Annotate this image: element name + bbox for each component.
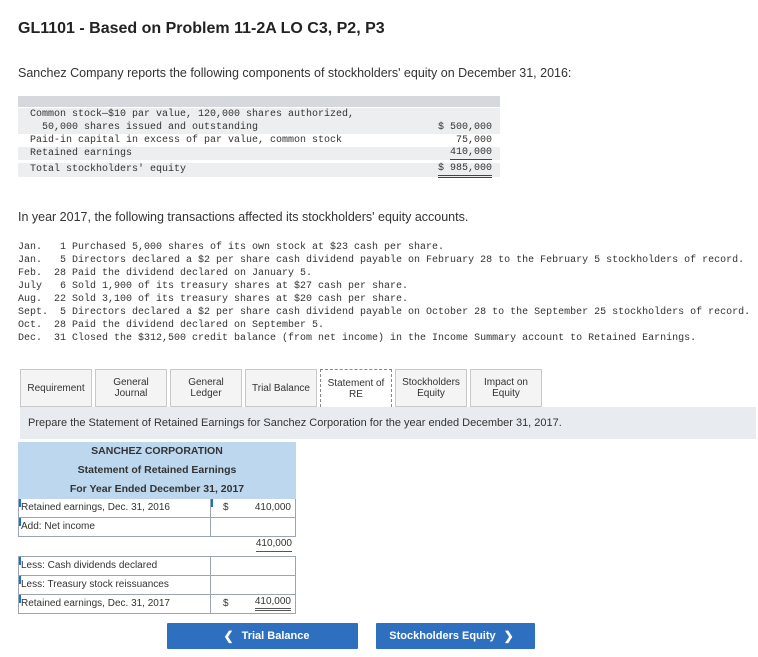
less-dividends-value-input[interactable]	[211, 557, 296, 576]
transaction-row: Feb. 28 Paid the dividend declared on January 5.	[18, 268, 313, 279]
statement-row-less-treasury	[18, 576, 296, 595]
statement-row-subtotal	[18, 537, 296, 556]
less-treasury-value-input[interactable]	[211, 576, 296, 595]
equity-total-row: Total stockholders' equity $ 985,000	[18, 163, 500, 177]
tab-stockholders-equity[interactable]: Stockholders Equity	[395, 369, 467, 407]
beginning-label-input[interactable]: Retained earnings, Dec. 31, 2016	[18, 499, 211, 518]
tab-bar	[20, 369, 545, 407]
prev-trial-balance-button[interactable]: ❮ Trial Balance	[167, 623, 358, 649]
transaction-row: Oct. 28 Paid the dividend declared on September 5.	[18, 320, 325, 331]
equity-table-header	[18, 96, 500, 107]
statement-row-ending	[18, 595, 296, 614]
statement-period: For Year Ended December 31, 2017	[18, 480, 296, 499]
transaction-row: Dec. 31 Closed the $312,500 credit balance (from net income) in the Income Summary account to Retained Earnings.	[18, 333, 697, 344]
statement-row-net-income	[18, 518, 296, 537]
subtotal-value: 410,000	[211, 537, 296, 556]
instruction-text: Prepare the Statement of Retained Earnings for Sanchez Corporation for the year ended December 31, 2017.	[28, 417, 562, 429]
instruction-panel	[20, 407, 756, 439]
equity-row: Retained earnings 410,000	[18, 147, 500, 160]
next-stockholders-equity-button[interactable]: Stockholders Equity ❯	[376, 623, 535, 649]
transaction-row: Jan. 1 Purchased 5,000 shares of its own stock at $23 cash per share.	[18, 242, 445, 253]
year-intro-text: In year 2017, the following transactions affected its stockholders' equity accounts.	[18, 210, 469, 224]
transaction-row: July 6 Sold 1,900 of its treasury shares at $27 cash per share.	[18, 281, 409, 292]
equity-table	[18, 108, 500, 177]
less-treasury-input[interactable]: Less: Treasury stock reissuances	[18, 576, 211, 595]
ending-label-input[interactable]: Retained earnings, Dec. 31, 2017	[18, 595, 211, 614]
add-net-income-input[interactable]: Add: Net income	[18, 518, 211, 537]
statement-of-retained-earnings	[18, 442, 296, 614]
less-dividends-input[interactable]: Less: Cash dividends declared	[18, 557, 211, 576]
ending-value: $ 410,000	[211, 595, 296, 614]
equity-row: 50,000 shares issued and outstanding $ 500,000	[18, 121, 500, 134]
tab-impact-on-equity[interactable]: Impact on Equity	[470, 369, 542, 407]
equity-row: Common stock—$10 par value, 120,000 shares authorized,	[18, 108, 500, 121]
tab-general-ledger[interactable]: General Ledger	[170, 369, 242, 407]
subtotal-label	[18, 537, 211, 556]
statement-row-beginning	[18, 499, 296, 518]
transaction-row: Aug. 22 Sold 3,100 of its treasury shares at $20 cash per share.	[18, 294, 409, 305]
tab-general-journal[interactable]: General Journal	[95, 369, 167, 407]
transaction-row: Sept. 5 Directors declared a $2 per share cash dividend payable on October 28 to the September 25 stockholders of record.	[18, 307, 751, 318]
statement-name: Statement of Retained Earnings	[18, 461, 296, 480]
equity-row: Paid-in capital in excess of par value, common stock 75,000	[30, 135, 492, 146]
chevron-right-icon: ❯	[503, 629, 514, 643]
page-title: GL1101 - Based on Problem 11-2A LO C3, P2, P3	[18, 20, 385, 37]
transactions-list	[18, 241, 750, 345]
statement-company: SANCHEZ CORPORATION	[18, 442, 296, 461]
tab-statement-of-re[interactable]: Statement of RE	[320, 369, 392, 407]
beginning-value-input[interactable]: $ 410,000	[211, 499, 296, 518]
chevron-left-icon: ❮	[223, 629, 234, 643]
net-income-value-input[interactable]	[211, 518, 296, 537]
tab-trial-balance[interactable]: Trial Balance	[245, 369, 317, 407]
transaction-row: Jan. 5 Directors declared a $2 per share cash dividend payable on February 28 to the February 5 stockholders of record.	[18, 255, 745, 266]
tab-requirement[interactable]: Requirement	[20, 369, 92, 407]
intro-text: Sanchez Company reports the following components of stockholders' equity on December 31, 2016:	[18, 66, 572, 80]
statement-row-less-dividends	[18, 556, 296, 576]
